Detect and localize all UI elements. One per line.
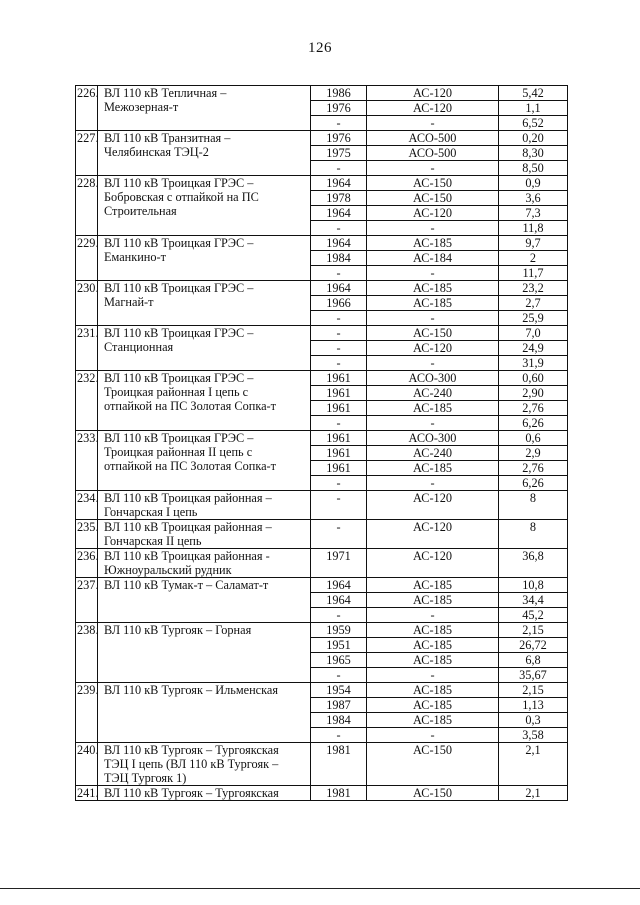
line-name-text: ВЛ 110 кВ Троицкая ГРЭС – [104,281,254,295]
length-km-value: 24,9 [499,340,567,355]
row-number: 236. [76,549,98,578]
table-row [76,131,568,176]
wire-type-value: АСО-500 [408,131,457,145]
length-km-column-cell [499,281,568,326]
line-name-text: ВЛ 110 кВ Тургояк – Ильменская [104,683,279,697]
line-name-text: Межозерная-т [104,100,179,114]
table-row [76,371,568,431]
row-number: 239. [76,683,98,743]
year-value: - [311,415,366,430]
length-km-column-cell [499,520,568,549]
length-km-column-cell [499,131,568,176]
table-body [76,86,568,801]
line-name [98,683,311,743]
year-value: 1964 [326,236,351,250]
row-number: 238. [76,623,98,683]
length-km-column-cell [499,578,568,623]
year-column-cell [311,549,367,578]
wire-type-column-cell [367,786,499,801]
length-km-column-cell [499,623,568,683]
line-name-text: Еманкино-т [104,250,167,264]
line-name-text: ТЭЦ Тургояк 1) [104,771,187,785]
wire-type-value: - [367,607,498,622]
year-column-cell [311,491,367,520]
line-name [98,491,311,520]
year-value: 1984 [311,712,366,727]
year-column-cell [311,578,367,623]
year-value: - [311,160,366,175]
wire-type-value: - [367,727,498,742]
row-number: 232. [76,371,98,431]
length-km-value: 3,58 [499,727,567,742]
length-km-value: 0,3 [499,712,567,727]
year-value: 1965 [311,652,366,667]
length-km-value: 5,42 [522,86,544,100]
row-number: 240. [76,743,98,786]
length-km-column-cell [499,786,568,801]
line-name [98,431,311,491]
year-column-cell [311,520,367,549]
year-column-cell [311,176,367,236]
line-name [98,176,311,236]
length-km-value: 0,60 [522,371,544,385]
wire-type-column-cell [367,578,499,623]
line-name [98,371,311,431]
length-km-value: 7,0 [525,326,541,340]
line-name-text: ВЛ 110 кВ Тургояк – Тургоякская [104,743,279,757]
year-value: 1984 [311,250,366,265]
length-km-value: 8 [529,520,537,534]
wire-type-value: АС-150 [412,176,452,190]
wire-type-value: АС-185 [367,697,498,712]
line-name-text: ВЛ 110 кВ Троицкая районная – [104,520,272,534]
length-km-value: 11,7 [499,265,567,280]
wire-type-column-cell [367,549,499,578]
year-value: 1961 [311,385,366,400]
line-name-text: ВЛ 110 кВ Троицкая районная – [104,491,272,505]
wire-type-column-cell [367,236,499,281]
line-name [98,236,311,281]
wire-type-value: - [367,265,498,280]
wire-type-value: АС-150 [412,743,452,757]
wire-type-column-cell [367,326,499,371]
length-km-value: 1,13 [499,697,567,712]
line-name-text: Гончарская II цепь [104,534,202,548]
year-column-cell [311,623,367,683]
length-km-value: 2,15 [522,683,544,697]
wire-type-value: АС-185 [412,236,452,250]
year-value: 1961 [311,460,366,475]
row-number: 233. [76,431,98,491]
line-name [98,520,311,549]
length-km-value: 6,8 [499,652,567,667]
wire-type-value: АС-185 [367,592,498,607]
year-value: - [311,667,366,682]
year-value: 1987 [311,697,366,712]
length-km-column-cell [499,371,568,431]
wire-type-value: АС-185 [367,712,498,727]
wire-type-value: - [367,355,498,370]
wire-type-value: АС-185 [412,623,452,637]
year-value: - [336,520,341,534]
wire-type-column-cell [367,86,499,131]
year-value: - [311,727,366,742]
year-value: 1964 [326,176,351,190]
line-name-text: ТЭЦ I цепь (ВЛ 110 кВ Тургояк – [104,757,279,771]
year-value: - [311,220,366,235]
page-number: 126 [308,40,332,56]
wire-type-value: АС-240 [367,445,498,460]
table-row [76,86,568,131]
length-km-value: 23,2 [522,281,544,295]
year-value: 1981 [326,786,351,800]
table-row [76,623,568,683]
wire-type-value: АС-120 [367,100,498,115]
wire-type-value: - [367,667,498,682]
wire-type-value: АС-240 [367,385,498,400]
length-km-value: 2,1 [525,786,541,800]
wire-type-value: АС-120 [412,491,452,505]
line-name [98,623,311,683]
line-name-text: ВЛ 110 кВ Троицкая ГРЭС – [104,176,254,190]
length-km-value: 6,52 [499,115,567,130]
wire-type-value: АС-150 [367,190,498,205]
line-name [98,131,311,176]
line-name [98,281,311,326]
length-km-value: 2,15 [522,623,544,637]
length-km-column-cell [499,491,568,520]
table-row [76,743,568,786]
length-km-value: 2 [499,250,567,265]
year-value: - [336,491,341,505]
line-name-text: отпайкой на ПС Золотая Сопка-т [104,459,277,473]
year-value: 1961 [326,371,351,385]
year-value: 1976 [326,131,351,145]
line-name [98,743,311,786]
year-value: - [311,115,366,130]
length-km-value: 0,20 [522,131,544,145]
line-name-text: Строительная [104,204,177,218]
length-km-column-cell [499,86,568,131]
wire-type-column-cell [367,431,499,491]
year-value: 1964 [311,592,366,607]
length-km-value: 35,67 [499,667,567,682]
table-row [76,683,568,743]
length-km-value: 0,9 [525,176,541,190]
table-row [76,578,568,623]
year-value: 1959 [326,623,351,637]
length-km-value: 25,9 [499,310,567,325]
wire-type-value: АС-150 [412,326,452,340]
line-name-text: ВЛ 110 кВ Троицкая ГРЭС – [104,431,254,445]
length-km-value: 1,1 [499,100,567,115]
year-value: 1981 [326,743,351,757]
wire-type-value: АС-185 [412,578,452,592]
row-number: 237. [76,578,98,623]
wire-type-column-cell [367,683,499,743]
power-lines-table [75,85,568,801]
year-value: 1966 [311,295,366,310]
year-column-cell [311,371,367,431]
wire-type-value: - [367,115,498,130]
wire-type-column-cell [367,176,499,236]
year-value: - [311,310,366,325]
length-km-value: 11,8 [499,220,567,235]
length-km-value: 26,72 [499,637,567,652]
table-row [76,236,568,281]
year-value: 1971 [326,549,351,563]
wire-type-column-cell [367,520,499,549]
line-name-text: Троицкая районная I цепь с [104,385,249,399]
line-name [98,326,311,371]
length-km-column-cell [499,683,568,743]
length-km-value: 6,26 [499,415,567,430]
wire-type-value: АС-185 [367,652,498,667]
wire-type-value: АС-120 [412,549,452,563]
wire-type-value: АС-185 [367,295,498,310]
year-column-cell [311,131,367,176]
bottom-rule [0,888,640,889]
wire-type-value: - [367,220,498,235]
row-number: 230. [76,281,98,326]
year-value: - [311,355,366,370]
length-km-value: 0,6 [525,431,541,445]
length-km-column-cell [499,743,568,786]
length-km-value: 2,1 [525,743,541,757]
wire-type-value: АС-185 [367,637,498,652]
wire-type-value: - [367,160,498,175]
length-km-value: 8,30 [499,145,567,160]
length-km-value: 8 [529,491,537,505]
length-km-value: 2,76 [499,400,567,415]
line-name-text: Троицкая районная II цепь с [104,445,253,459]
wire-type-value: АС-120 [367,205,498,220]
row-number: 234. [76,491,98,520]
wire-type-value: АС-185 [412,281,452,295]
year-value: 1964 [326,578,351,592]
table-row [76,520,568,549]
year-value: - [311,265,366,280]
line-name [98,86,311,131]
wire-type-value: АСО-300 [408,431,457,445]
row-number: 228. [76,176,98,236]
line-name-text: Магнай-т [104,295,154,309]
wire-type-column-cell [367,491,499,520]
year-value: 1954 [326,683,351,697]
table-row [76,431,568,491]
wire-type-value: - [367,475,498,490]
length-km-value: 36,8 [522,549,544,563]
row-number: 227. [76,131,98,176]
year-column-cell [311,86,367,131]
year-value: - [311,340,366,355]
wire-type-column-cell [367,131,499,176]
line-name-text: Гончарская I цепь [104,505,198,519]
line-name-text: ВЛ 110 кВ Тепличная – [104,86,227,100]
line-name [98,578,311,623]
table-row [76,491,568,520]
length-km-value: 8,50 [499,160,567,175]
line-name-text: Станционная [104,340,174,354]
length-km-value: 2,76 [499,460,567,475]
year-column-cell [311,786,367,801]
line-name-text: ВЛ 110 кВ Троицкая ГРЭС – [104,371,254,385]
table-row [76,281,568,326]
length-km-column-cell [499,431,568,491]
year-value: 1961 [326,431,351,445]
wire-type-value: АС-185 [367,400,498,415]
row-number: 226. [76,86,98,131]
line-name-text: ВЛ 110 кВ Троицкая ГРЭС – [104,236,254,250]
year-value: 1975 [311,145,366,160]
length-km-value: 6,26 [499,475,567,490]
wire-type-column-cell [367,371,499,431]
table-row [76,176,568,236]
line-name-text: ВЛ 110 кВ Транзитная – [104,131,231,145]
row-number: 229. [76,236,98,281]
length-km-value: 2,9 [499,445,567,460]
length-km-value: 2,7 [499,295,567,310]
length-km-column-cell [499,549,568,578]
length-km-value: 31,9 [499,355,567,370]
line-name-text: ВЛ 110 кВ Тургояк – Тургоякская [104,786,279,800]
wire-type-value: АС-150 [412,786,452,800]
wire-type-column-cell [367,281,499,326]
length-km-column-cell [499,236,568,281]
year-column-cell [311,326,367,371]
wire-type-value: - [367,415,498,430]
line-name-text: Бобровская с отпайкой на ПС [104,190,259,204]
line-name-text: Южноуральский рудник [104,563,232,577]
wire-type-value: АС-185 [367,460,498,475]
row-number: 231. [76,326,98,371]
line-name-text: ВЛ 110 кВ Троицкая районная - [104,549,270,563]
length-km-value: 3,6 [499,190,567,205]
year-column-cell [311,281,367,326]
year-value: 1961 [311,445,366,460]
table-row [76,549,568,578]
year-value: 1951 [311,637,366,652]
length-km-value: 2,90 [499,385,567,400]
table-row [76,786,568,801]
year-value: 1961 [311,400,366,415]
year-value: 1986 [326,86,351,100]
length-km-value: 10,8 [522,578,544,592]
year-value: 1978 [311,190,366,205]
year-value: 1976 [311,100,366,115]
table-row [76,326,568,371]
line-name-text: Челябинская ТЭЦ-2 [104,145,209,159]
length-km-value: 9,7 [525,236,541,250]
year-column-cell [311,236,367,281]
line-name [98,549,311,578]
line-name-text: отпайкой на ПС Золотая Сопка-т [104,399,277,413]
year-value: 1964 [311,205,366,220]
year-value: - [336,326,341,340]
year-column-cell [311,431,367,491]
year-column-cell [311,683,367,743]
length-km-value: 34,4 [499,592,567,607]
wire-type-value: АСО-500 [367,145,498,160]
year-column-cell [311,743,367,786]
row-number: 235. [76,520,98,549]
year-value: - [311,475,366,490]
wire-type-column-cell [367,623,499,683]
wire-type-value: АС-185 [412,683,452,697]
wire-type-value: АСО-300 [408,371,457,385]
wire-type-value: АС-184 [367,250,498,265]
wire-type-value: - [367,310,498,325]
row-number: 241. [77,786,99,800]
wire-type-value: АС-120 [367,340,498,355]
year-value: - [311,607,366,622]
length-km-value: 7,3 [499,205,567,220]
length-km-column-cell [499,326,568,371]
wire-type-value: АС-120 [412,520,452,534]
line-name-text: ВЛ 110 кВ Тургояк – Горная [104,623,252,637]
line-name-text: ВЛ 110 кВ Тумак-т – Саламат-т [104,578,269,592]
line-name-text: ВЛ 110 кВ Троицкая ГРЭС – [104,326,254,340]
length-km-value: 45,2 [499,607,567,622]
year-value: 1964 [326,281,351,295]
wire-type-value: АС-120 [412,86,452,100]
wire-type-column-cell [367,743,499,786]
line-name [98,786,311,801]
length-km-column-cell [499,176,568,236]
